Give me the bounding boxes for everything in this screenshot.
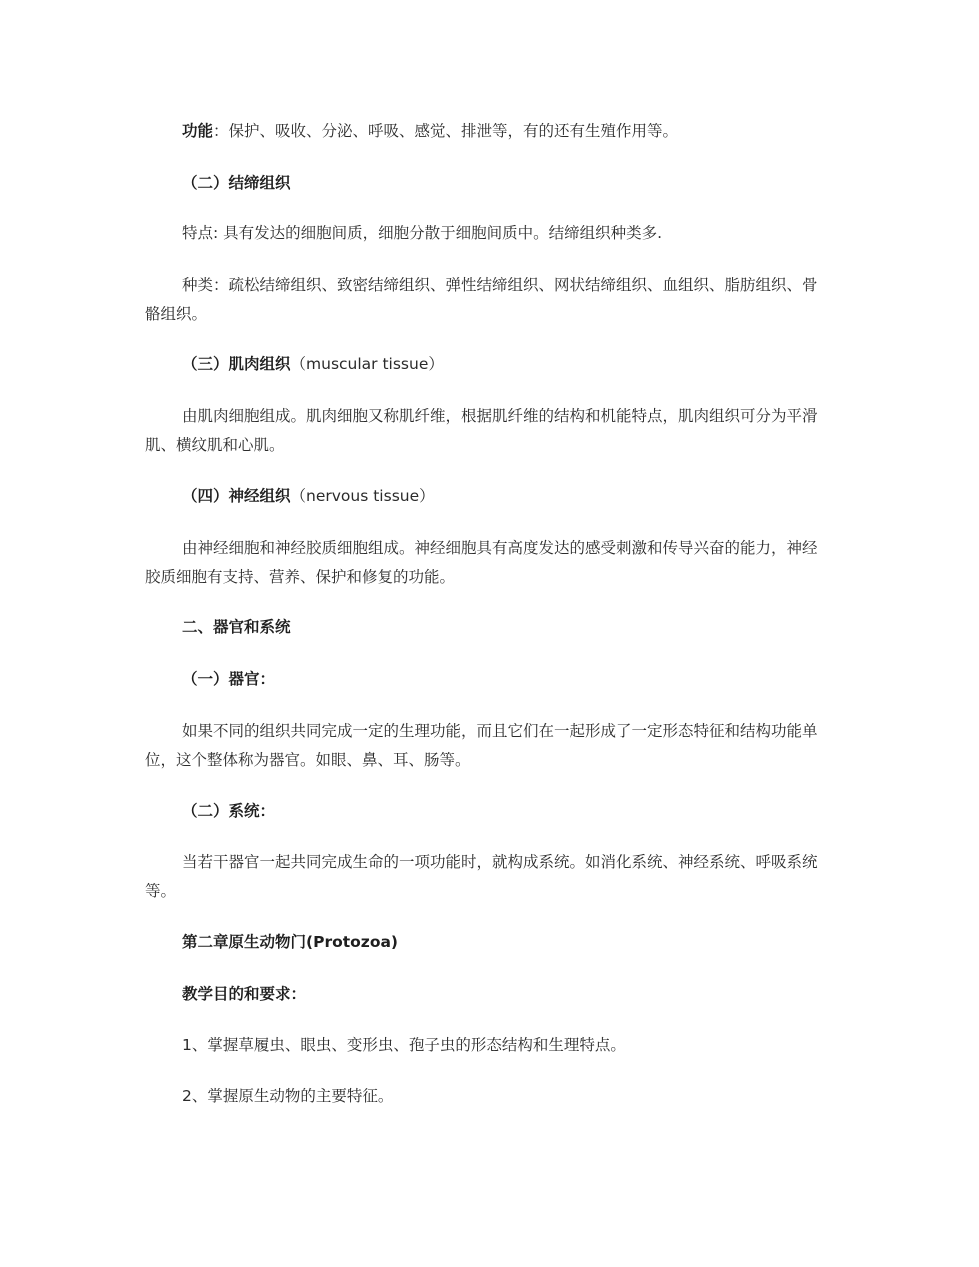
nervous-tissue-description — [145, 534, 825, 592]
connective-tissue-features — [145, 219, 825, 248]
organs-systems-heading — [145, 613, 825, 642]
muscle-tissue-description-text: 由肌肉细胞组成。肌肉细胞又称肌纤维，根据肌纤维的结构和机能特点，肌肉组织可分为平滑肌、横纹肌和心肌。 — [145, 407, 818, 454]
organ-description-text: 如果不同的组织共同完成一定的生理功能，而且它们在一起形成了一定形态特征和结构功能单位，这个整体称为器官。如眼、鼻、耳、肠等。 — [145, 722, 818, 769]
nervous-tissue-description-text: 由神经细胞和神经胶质细胞组成。神经细胞具有高度发达的感受刺激和传导兴奋的能力，神经胶质细胞有支持、营养、保护和修复的功能。 — [145, 539, 818, 586]
goal-item-2-text: 2、掌握原生动物的主要特征。 — [182, 1087, 394, 1105]
nervous-tissue-english: （nervous tissue） — [290, 487, 435, 505]
organ-heading — [145, 665, 825, 694]
system-heading — [145, 797, 825, 826]
goal-item-1-text: 1、掌握草履虫、眼虫、变形虫、孢子虫的形态结构和生理特点。 — [182, 1036, 626, 1054]
teaching-goals-heading-text: 教学目的和要求： — [182, 985, 307, 1003]
muscle-tissue-english: （muscular tissue） — [290, 355, 444, 373]
connective-tissue-types — [145, 271, 825, 329]
chapter-two-title — [145, 928, 825, 957]
goal-item-1 — [145, 1031, 825, 1060]
organ-description — [145, 717, 825, 775]
function-paragraph — [145, 117, 825, 146]
system-description-text: 当若干器官一起共同完成生命的一项功能时，就构成系统。如消化系统、神经系统、呼吸系统等。 — [145, 853, 818, 900]
function-text: ：保护、吸收、分泌、呼吸、感觉、排泄等，有的还有生殖作用等。 — [213, 122, 679, 140]
system-description — [145, 848, 825, 906]
organ-heading-text: （一）器官： — [182, 670, 276, 688]
connective-tissue-heading-text: （二）结缔组织 — [182, 174, 291, 192]
muscle-tissue-heading — [145, 350, 825, 379]
goal-item-2 — [145, 1082, 825, 1111]
system-heading-text: （二）系统： — [182, 802, 276, 820]
chapter-two-title-text: 第二章原生动物门(Protozoa) — [182, 933, 399, 951]
nervous-tissue-heading-text: （四）神经组织 — [182, 487, 291, 505]
connective-tissue-heading — [145, 169, 825, 198]
teaching-goals-heading — [145, 980, 825, 1009]
connective-tissue-features-text: 特点: 具有发达的细胞间质，细胞分散于细胞间质中。结缔组织种类多. — [182, 224, 663, 242]
nervous-tissue-heading — [145, 482, 825, 511]
function-label: 功能 — [182, 122, 214, 140]
muscle-tissue-heading-text: （三）肌肉组织 — [182, 355, 291, 373]
connective-tissue-types-text: 种类：疏松结缔组织、致密结缔组织、弹性结缔组织、网状结缔组织、血组织、脂肪组织、骨骼组织。 — [145, 276, 818, 323]
muscle-tissue-description — [145, 402, 825, 460]
organs-systems-heading-text: 二、器官和系统 — [182, 618, 291, 636]
